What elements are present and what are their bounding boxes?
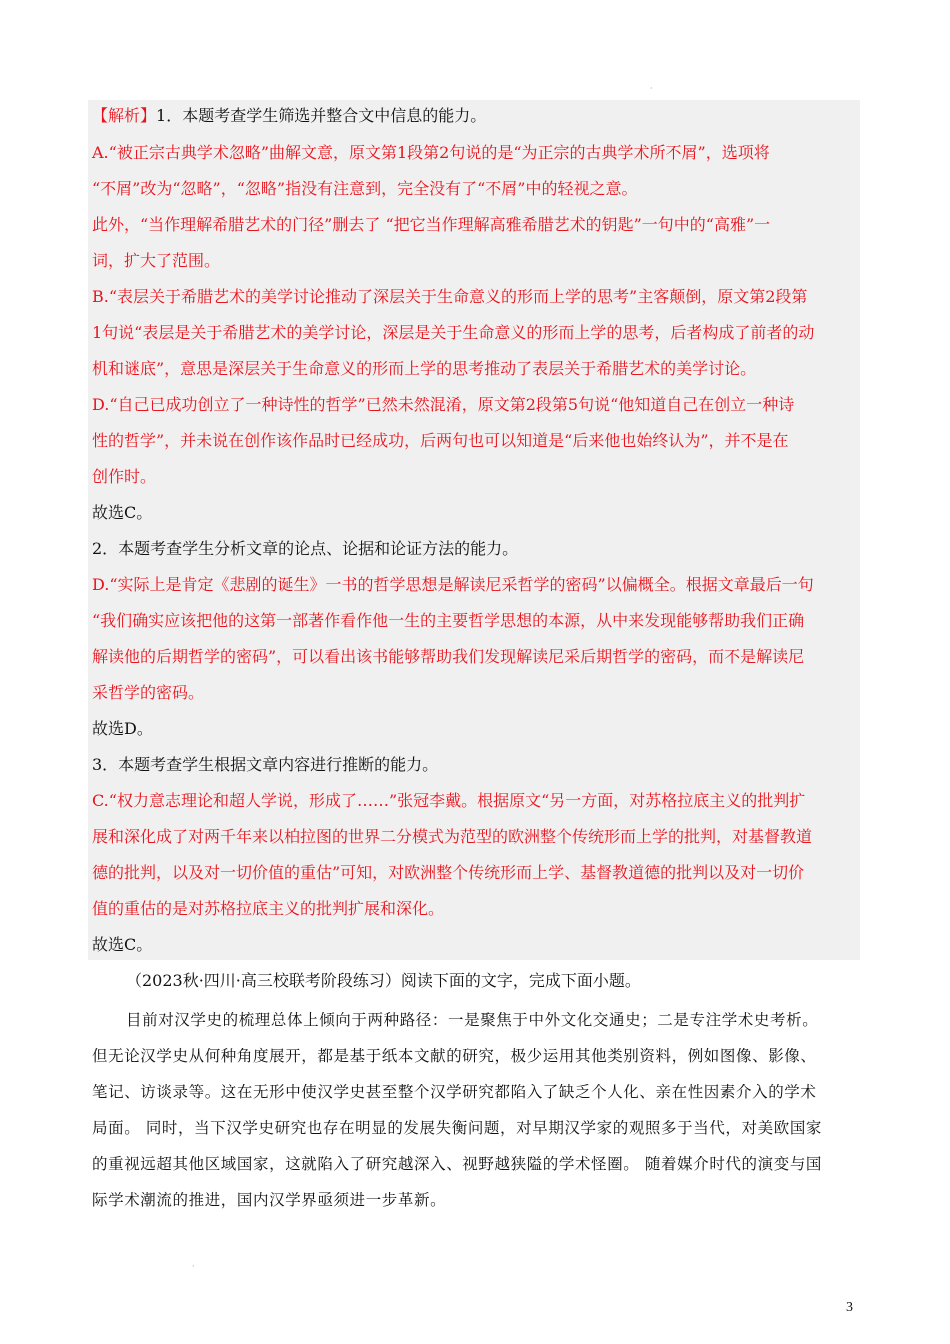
passage-line: 目前对汉学史的梳理总体上倾向于两种路径：一是聚焦于中外文化交通史；二是专注学术史考析。 <box>126 1011 819 1029</box>
scan-dot: · <box>192 1262 195 1271</box>
analysis-q3-intro: 3．本题考查学生根据文章内容进行推断的能力。 <box>92 755 439 774</box>
scan-dot: · <box>650 84 653 93</box>
answer-q3: 故选C。 <box>92 935 153 954</box>
option-b-line: B.“表层关于希腊艺术的美学讨论推动了深层关于生命意义的形而上学的思考”主客颠倒，原文第2段第 <box>92 287 808 306</box>
answer-q2: 故选D。 <box>92 719 153 738</box>
option-c-line: 展和深化成了对两千年来以柏拉图的世界二分模式为范型的欧洲整个传统形而上学的批判，对基督教道 <box>92 827 813 846</box>
option-d2-line: 解读他的后期哲学的密码”，可以看出该书能够帮助我们发现解读尼采后期哲学的密码，而不是解读尼 <box>92 647 805 666</box>
option-c-line: 德的批判，以及对一切价值的重估”可知，对欧洲整个传统形而上学、基督教道德的批判以及对一切价 <box>92 863 805 882</box>
option-c-line: 值的重估的是对苏格拉底主义的批判扩展和深化。 <box>92 899 445 918</box>
option-d-line: D.“自己已成功创立了一种诗性的哲学”已然未然混淆，原文第2段第5句说“他知道自己在创立一种诗 <box>92 395 795 414</box>
option-b-line: 1句说“表层是关于希腊艺术的美学讨论，深层是关于生命意义的形而上学的思考，后者构成了前者的动 <box>92 323 815 342</box>
passage-line: 的重视远超其他区域国家，这就陷入了研究越深入、视野越狭隘的学术怪圈。 随着媒介时代的演变与国 <box>92 1155 823 1173</box>
answer-q1: 故选C。 <box>92 503 153 522</box>
option-d-line: 创作时。 <box>92 467 157 486</box>
option-d2-line: “我们确实应该把他的这第一部著作看作他一生的主要哲学思想的本源，从中来发现能够帮助我们正确 <box>92 611 805 630</box>
passage-line: 际学术潮流的推进，国内汉学界亟须进一步革新。 <box>92 1191 447 1209</box>
option-a-line: “不屑”改为“忽略”，“忽略”指没有注意到，完全没有了“不屑”中的轻视之意。 <box>92 179 638 198</box>
option-c-line: C.“权力意志理论和超人学说，形成了……”张冠李戴。根据原文“另一方面，对苏格拉底主义的批判扩 <box>92 791 806 810</box>
analysis-q1-intro: 【解析】1．本题考查学生筛选并整合文中信息的能力。 <box>92 106 487 125</box>
passage-source: （2023秋·四川·高三校联考阶段练习）阅读下面的文字，完成下面小题。 <box>126 971 641 990</box>
option-d2-line: D.“实际上是肯定《悲剧的诞生》一书的哲学思想是解读尼采哲学的密码”以偏概全。根据文章最后一句 <box>92 575 814 594</box>
page-number: 3 <box>846 1300 853 1315</box>
option-a-line: 此外，“当作理解希腊艺术的门径”删去了 “把它当作理解高雅希腊艺术的钥匙”一句中的“高雅”一 <box>92 215 771 234</box>
option-a-line: 词，扩大了范围。 <box>92 251 221 270</box>
option-d-line: 性的哲学”，并未说在创作该作品时已经成功，后两句也可以知道是“后来他也始终认为”，并不是在 <box>92 431 789 450</box>
option-a-line: A.“被正宗古典学术忽略”曲解文意，原文第1段第2句说的是“为正宗的古典学术所不屑”，选项将 <box>92 143 770 162</box>
option-d2-line: 采哲学的密码。 <box>92 683 205 702</box>
passage-line: 局面。 同时，当下汉学史研究也存在明显的发展失衡问题，对早期汉学家的观照多于当代，对美欧国家 <box>92 1119 823 1137</box>
passage-line: 笔记、访谈录等。这在无形中使汉学史甚至整个汉学研究都陷入了缺乏个人化、亲在性因素介入的学术 <box>92 1083 817 1101</box>
analysis-tag: 【解析】 <box>92 106 157 125</box>
option-b-line: 机和谜底”，意思是深层关于生命意义的形而上学的思考推动了表层关于希腊艺术的美学讨论。 <box>92 359 757 378</box>
analysis-q2-intro: 2．本题考查学生分析文章的论点、论据和论证方法的能力。 <box>92 539 519 558</box>
passage-line: 但无论汉学史从何种角度展开，都是基于纸本文献的研究，极少运用其他类别资料，例如图像、影像、 <box>92 1047 817 1065</box>
